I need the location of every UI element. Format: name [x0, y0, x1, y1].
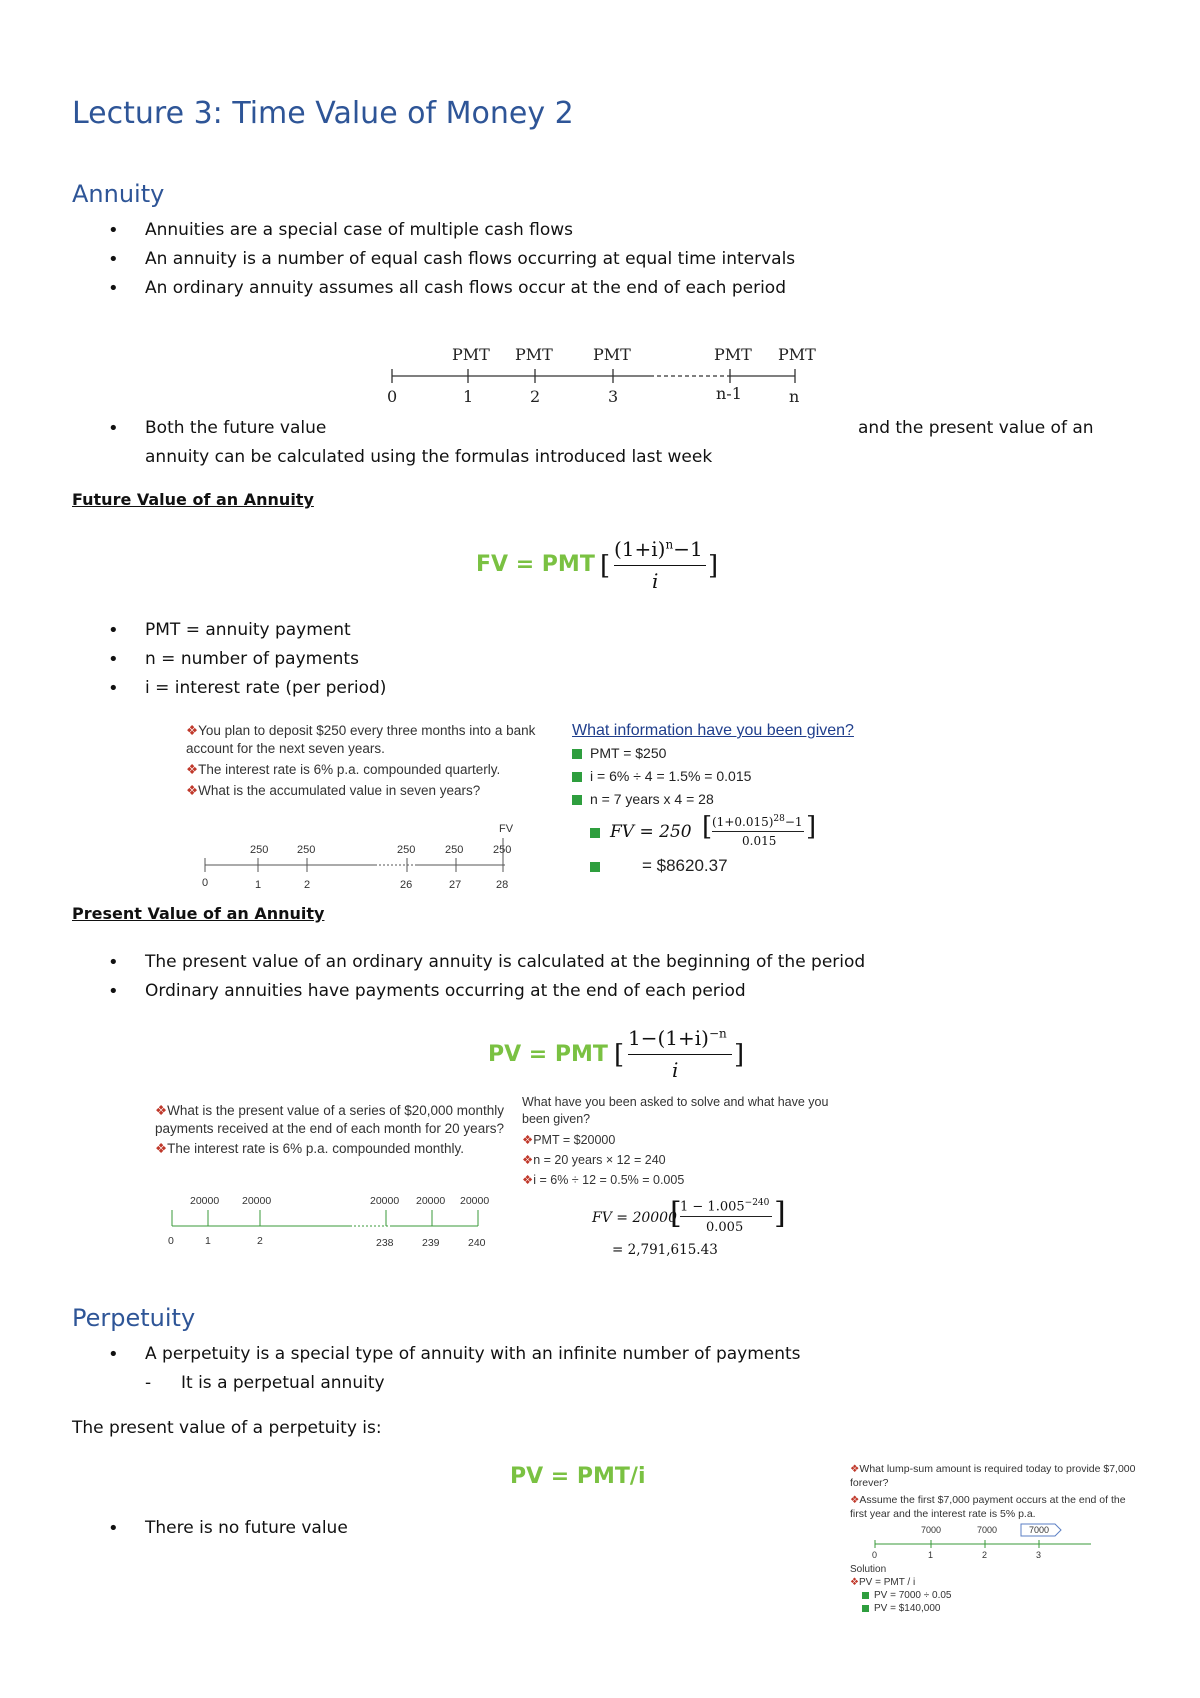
- tick-label: 0: [202, 877, 209, 889]
- amount-label: 20000: [370, 1195, 400, 1207]
- amount-label: 20000: [460, 1195, 490, 1207]
- pv-example-question: ❖What is the present value of a series of $20,000 monthly payments received at the end of each month for 20 years? ❖The interest rate is 6% p.a. compounded monthly.: [155, 1103, 505, 1156]
- fv-example-timeline: [195, 820, 535, 890]
- pmt-label: PMT: [714, 345, 752, 364]
- pmt-label: PMT: [778, 345, 816, 364]
- perp-q2: Assume the first $7,000 payment occurs at the end of the first year and the interest rate is 5% p.a.: [850, 1494, 1126, 1520]
- pv-q2: The interest rate is 6% p.a. compounded monthly.: [167, 1141, 465, 1156]
- pv-given-title: What have you been asked to solve and what have you been given?: [522, 1095, 829, 1126]
- definition-item: • PMT = annuity payment: [72, 616, 672, 645]
- pv-formula-label: PV = PMT: [488, 1042, 608, 1067]
- amount-label: 250: [250, 844, 269, 856]
- annuity-timeline: [380, 340, 830, 410]
- tick-label: 2: [530, 387, 541, 406]
- tick-label: 3: [1036, 1550, 1042, 1560]
- both-left-text: • Both the future value: [72, 414, 532, 443]
- fv-formula-num-tail: −1: [673, 537, 703, 561]
- pv-bullet: • The present value of an ordinary annuity is calculated at the beginning of the period: [72, 948, 1132, 977]
- fv-given-item: i = 6% ÷ 4 = 1.5% = 0.015: [590, 768, 752, 784]
- amount-label: 7000: [1029, 1525, 1050, 1535]
- tick-label: 1: [928, 1550, 934, 1560]
- fv-result: = $8620.37: [642, 856, 728, 875]
- pv-q1: What is the present value of a series of $20,000 monthly payments received at the end of each month for 20 years?: [155, 1103, 505, 1136]
- pv-bullet: • Ordinary annuities have payments occurring at the end of each period: [72, 977, 1132, 1006]
- tick-label: n: [789, 387, 800, 406]
- tick-label: 240: [468, 1237, 486, 1249]
- pv-subheading: Present Value of an Annuity: [72, 904, 325, 923]
- pv-given-item: i = 6% ÷ 12 = 0.5% = 0.005: [533, 1173, 685, 1187]
- annuity-heading: Annuity: [72, 180, 165, 208]
- tick-label: 0: [168, 1235, 174, 1247]
- fv-subheading: Future Value of an Annuity: [72, 490, 314, 509]
- tick-label: n-1: [716, 384, 742, 403]
- perpetuity-example-solution: Solution ❖PV = PMT / i PV = 7000 ÷ 0.05 PV = $140,000: [850, 1563, 1050, 1615]
- pv-given-item: PMT = $20000: [533, 1133, 616, 1147]
- tick-label: 3: [608, 387, 619, 406]
- pmt-label: PMT: [452, 345, 490, 364]
- fv-example-question: ❖You plan to deposit $250 every three months into a bank account for the next seven years. ❖The interest rate is 6% p.a. compounded quarterly. ❖What is the accumulated value in seven years?: [186, 723, 536, 798]
- amount-label: 250: [397, 844, 416, 856]
- annuity-bullet: • An annuity is a number of equal cash flows occurring at equal time intervals: [72, 245, 1132, 274]
- perpetuity-bullet: • A perpetuity is a special type of annuity with an infinite number of payments: [72, 1340, 1132, 1369]
- perp-s2: PV = 7000 ÷ 0.05: [874, 1590, 952, 1601]
- tick-label: 28: [496, 879, 509, 890]
- tick-label: 2: [304, 879, 311, 890]
- pmt-label: PMT: [515, 345, 553, 364]
- both-right-text: and the present value of an: [858, 418, 1094, 438]
- pv-result: = 2,791,615.43: [612, 1242, 718, 1258]
- amount-label: 250: [445, 844, 464, 856]
- tick-label: 1: [205, 1235, 211, 1247]
- pv-calc-den: 0.005: [706, 1220, 744, 1235]
- amount-label: 7000: [977, 1525, 998, 1535]
- tick-label: 27: [449, 879, 462, 890]
- both-line2: annuity can be calculated using the formulas introduced last week: [145, 447, 713, 467]
- amount-label: 20000: [242, 1195, 272, 1207]
- pv-calc-lhs: FV = 20000: [592, 1210, 677, 1226]
- perp-q1: What lump-sum amount is required today to provide $7,000 forever?: [850, 1463, 1136, 1489]
- pv-formula-num: 1−(1+i): [628, 1026, 709, 1050]
- perpetuity-example-timeline: [855, 1522, 1095, 1564]
- fv-calc-lhs: FV = 250: [610, 822, 692, 842]
- definition-item: • n = number of payments: [72, 645, 672, 674]
- fv-given-item: n = 7 years x 4 = 28: [590, 791, 714, 807]
- pv-given-item: n = 20 years × 12 = 240: [533, 1153, 666, 1167]
- amount-label: 20000: [190, 1195, 220, 1207]
- fv-definitions: [72, 616, 672, 703]
- fv-formula-num: (1+i): [614, 537, 666, 561]
- fv-tag: FV: [499, 823, 514, 835]
- fv-formula-den: i: [652, 569, 659, 593]
- tick-label: 2: [257, 1235, 263, 1247]
- amount-label: 250: [493, 844, 512, 856]
- fv-formula-exp: n: [665, 537, 674, 552]
- pv-example-timeline: [160, 1192, 505, 1252]
- tick-label: 238: [376, 1237, 394, 1249]
- perpetuity-formula: PV = PMT/i: [510, 1464, 646, 1489]
- pmt-label: PMT: [593, 345, 631, 364]
- perpetuity-intro: The present value of a perpetuity is:: [72, 1418, 382, 1438]
- fv-given-item: PMT = $250: [590, 745, 667, 761]
- fv-calc-exp: 28: [773, 814, 785, 824]
- tick-label: 1: [255, 879, 262, 890]
- pv-bullets: [72, 948, 1132, 1006]
- amount-label: 7000: [921, 1525, 942, 1535]
- page-title: Lecture 3: Time Value of Money 2: [72, 96, 574, 131]
- pv-calc-exp: −240: [744, 1198, 770, 1208]
- fv-q3: What is the accumulated value in seven years?: [198, 783, 481, 798]
- fv-formula-label: FV = PMT: [476, 552, 595, 577]
- pv-formula-den: i: [672, 1058, 679, 1082]
- amount-label: 250: [297, 844, 316, 856]
- perp-s3: PV = $140,000: [874, 1603, 941, 1614]
- perp-s1: PV = PMT / i: [858, 1577, 916, 1588]
- annuity-bullets: [72, 216, 1132, 303]
- pv-formula-exp: −n: [708, 1026, 727, 1041]
- fv-q2: The interest rate is 6% p.a. compounded quarterly.: [198, 762, 501, 777]
- tick-label: 0: [872, 1550, 878, 1560]
- fv-calc-num: (1+0.015): [712, 815, 774, 829]
- tick-label: 1: [463, 387, 474, 406]
- pv-calc-num: 1 − 1.005: [680, 1199, 745, 1215]
- tick-label: 239: [422, 1237, 440, 1249]
- no-fv-bullet: • There is no future value: [72, 1514, 572, 1543]
- tick-label: 26: [400, 879, 413, 890]
- fv-calc-den: 0.015: [742, 834, 777, 848]
- perp-solution-label: Solution: [850, 1564, 887, 1575]
- perpetuity-heading: Perpetuity: [72, 1304, 196, 1332]
- pv-example-given: What have you been asked to solve and what have you been given? ❖PMT = $20000 ❖n = 20 years × 12 = 240 ❖i = 6% ÷ 12 = 0.5% = 0.005: [522, 1094, 832, 1190]
- tick-label: 0: [387, 387, 398, 406]
- annuity-bullet: • An ordinary annuity assumes all cash flows occur at the end of each period: [72, 274, 1132, 303]
- fv-calc-num-tail: −1: [784, 815, 803, 829]
- perpetuity-example-question: ❖What lump-sum amount is required today to provide $7,000 forever? ❖Assume the first $7,000 payment occurs at the end of the first year and the interest rate is 5% p.a.: [850, 1463, 1136, 1520]
- fv-example-given: [572, 722, 912, 811]
- fv-given-title: What information have you been given?: [572, 722, 854, 739]
- tick-label: 2: [982, 1550, 988, 1560]
- fv-q1: You plan to deposit $250 every three months into a bank account for the next seven years.: [186, 723, 536, 756]
- definition-item: • i = interest rate (per period): [72, 674, 672, 703]
- amount-label: 20000: [416, 1195, 446, 1207]
- annuity-bullet: • Annuities are a special case of multiple cash flows: [72, 216, 1132, 245]
